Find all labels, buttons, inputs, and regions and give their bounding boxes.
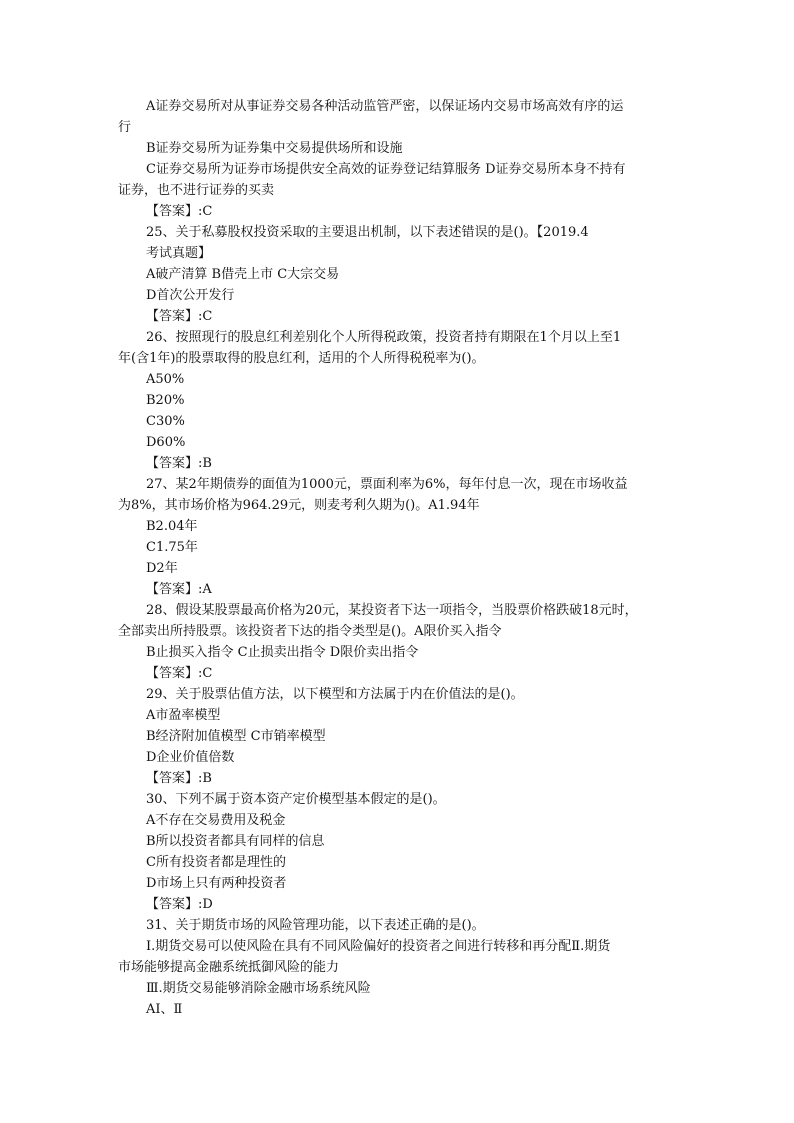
question-31-statement-2-cont: 市场能够提高金融系统抵御风险的能力	[118, 960, 340, 975]
question-25-cont: 考试真题】	[146, 246, 212, 261]
answer-26: 【答案】:B	[146, 456, 212, 471]
question-26-option-c: C30%	[146, 414, 185, 429]
question-28-options-bcd: B止损买入指令 C止损卖出指令 D限价卖出指令	[146, 645, 419, 660]
question-30: 30、下列不属于资本资产定价模型基本假定的是()。	[146, 792, 446, 807]
question-28-cont: 全部卖出所持股票。该投资者下达的指令类型是()。A限价买入指令	[118, 624, 502, 639]
option-c-d-text: C证券交易所为证券市场提供安全高效的证券登记结算服务 D证券交易所本身不持有	[146, 162, 626, 177]
question-29-option-d: D企业价值倍数	[146, 750, 235, 765]
option-a-text-cont: 行	[118, 120, 132, 135]
answer-25: 【答案】:C	[146, 309, 213, 324]
question-31: 31、关于期货市场的风险管理功能，以下表述正确的是()。	[146, 918, 485, 933]
question-26-option-d: D60%	[146, 435, 186, 450]
answer-28: 【答案】:C	[146, 666, 213, 681]
question-25-option-d: D首次公开发行	[146, 288, 235, 303]
question-28: 28、假设某股票最高价格为20元，某投资者下达一项指令，当股票价格跌破18元时，	[146, 603, 638, 618]
question-29-options-bc: B经济附加值模型 C市销率模型	[146, 729, 326, 744]
question-27: 27、某2年期债券的面值为1000元，票面利率为6%，每年付息一次，现在市场收益	[146, 477, 628, 492]
question-31-statement-3: Ⅲ.期货交易能够消除金融市场系统风险	[146, 981, 371, 996]
answer-30: 【答案】:D	[146, 897, 213, 912]
question-26: 26、按照现行的股息红利差别化个人所得税政策，投资者持有期限在1个月以上至1	[146, 330, 622, 345]
option-d-text-cont: 证券，也不进行证券的买卖	[118, 183, 275, 198]
question-27-cont: 为8%，其市场价格为964.29元，则麦考利久期为()。A1.94年	[118, 498, 480, 513]
question-31-statement-1: Ⅰ.期货交易可以使风险在具有不同风险偏好的投资者之间进行转移和再分配Ⅱ.期货	[146, 939, 611, 954]
question-29-option-a: A市盈率模型	[146, 708, 221, 723]
question-30-option-d: D市场上只有两种投资者	[146, 876, 287, 891]
question-30-option-c: C所有投资者都是理性的	[146, 855, 286, 870]
question-26-cont: 年(含1年)的股票取得的股息红利，适用的个人所得税税率为()。	[118, 351, 485, 366]
option-b-text: B证券交易所为证券集中交易提供场所和设施	[146, 141, 403, 156]
question-26-option-b: B20%	[146, 393, 185, 408]
question-27-option-d: D2年	[146, 561, 178, 576]
question-25: 25、关于私募股权投资采取的主要退出机制，以下表述错误的是()。【2019.4	[146, 225, 589, 240]
question-26-option-a: A50%	[146, 372, 185, 387]
question-27-option-b: B2.04年	[146, 519, 198, 534]
option-a-text: A证券交易所对从事证券交易各种活动监管严密，以保证场内交易市场高效有序的运	[146, 99, 624, 114]
question-31-option-a: AⅠ、Ⅱ	[146, 1002, 183, 1017]
answer-24: 【答案】:C	[146, 204, 213, 219]
answer-27: 【答案】:A	[146, 582, 212, 597]
question-29: 29、关于股票估值方法，以下模型和方法属于内在价值法的是()。	[146, 687, 524, 702]
question-30-option-a: A不存在交易费用及税金	[146, 813, 286, 828]
question-30-option-b: B所以投资者都具有同样的信息	[146, 834, 325, 849]
question-27-option-c: C1.75年	[146, 540, 198, 555]
answer-29: 【答案】:B	[146, 771, 212, 786]
question-25-options-abc: A破产清算 B借壳上市 C大宗交易	[146, 267, 340, 282]
